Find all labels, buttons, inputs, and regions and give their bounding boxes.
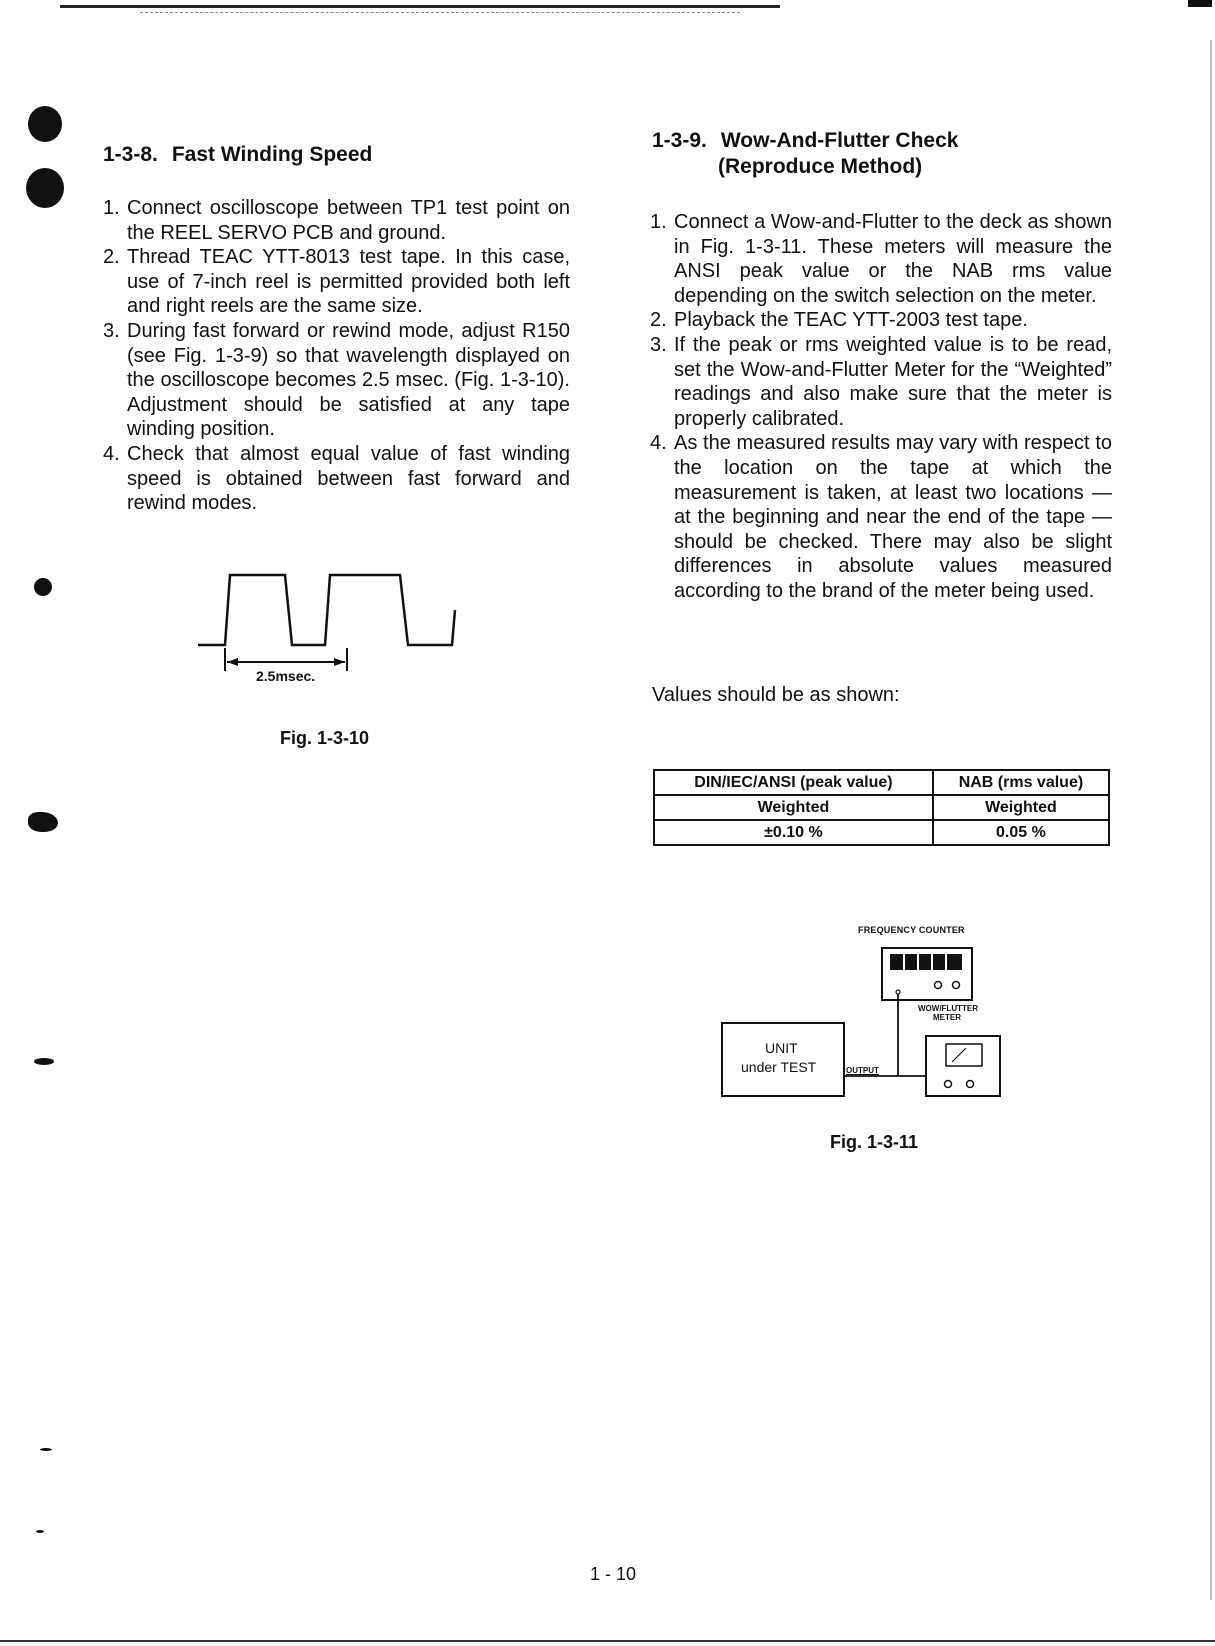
section-number: 1-3-9. <box>652 129 707 152</box>
table-header-cell: DIN/IEC/ANSI (peak value) <box>654 770 933 795</box>
top-rule-faint <box>140 12 740 14</box>
table-cell: Weighted <box>654 795 933 820</box>
list-item: 1. Connect a Wow-and-Flutter to the deck as shown in Fig. 1-3-11. These meters will measure the ANSI peak value or the NAB rms value depending on the switch selection on the meter. <box>650 211 1112 307</box>
section-heading-wow-flutter <box>652 128 958 154</box>
fast-winding-steps <box>103 196 570 516</box>
unit-label: UNIT <box>765 1040 798 1056</box>
section-title: Wow-And-Flutter Check <box>720 129 959 152</box>
values-intro: Values should be as shown: <box>652 684 900 706</box>
scan-artifact-speck <box>36 1530 44 1533</box>
table-cell: 0.05 % <box>933 820 1109 845</box>
unit-label: under TEST <box>741 1059 817 1075</box>
page-number: 1 - 10 <box>590 1564 637 1584</box>
wow-flutter-values-table <box>653 769 1110 846</box>
list-item: 2. Playback the TEAC YTT-2003 test tape. <box>650 309 1028 332</box>
output-label: OUTPUT <box>846 1066 879 1075</box>
list-item: 3. During fast forward or rewind mode, adjust R150 (see Fig. 1-3-9) so that wavelength displayed on the oscilloscope becomes 2.5 msec. (Fig. 1-3-10). Adjustment should be satisfied at any tape winding position. <box>103 319 570 441</box>
corner-mark <box>1188 0 1212 7</box>
scan-artifact-speck <box>34 578 52 596</box>
right-edge-rule <box>1210 40 1212 1600</box>
top-rule <box>60 5 780 8</box>
table-cell: ±0.10 % <box>654 820 933 845</box>
table-cell: Weighted <box>933 795 1109 820</box>
list-item: 2. Thread TEAC YTT-8013 test tape. In this case, use of 7-inch reel is permitted provided both left and right reels are the same size. <box>103 246 570 318</box>
scan-artifact-hole <box>28 106 62 142</box>
wow-flutter-meter-label: WOW/FLUTTER <box>918 1004 978 1013</box>
waveform-period-label: 2.5msec. <box>256 668 316 684</box>
figure-caption-1-3-11: Fig. 1-3-11 <box>830 1132 919 1152</box>
wow-flutter-meter-label: METER <box>933 1013 961 1022</box>
waveform-diagram <box>190 565 490 690</box>
table-row <box>654 795 1109 820</box>
wow-flutter-steps <box>650 210 1112 604</box>
table-header-cell: NAB (rms value) <box>933 770 1109 795</box>
scan-artifact-speck <box>28 812 58 832</box>
list-item: 1. Connect oscilloscope between TP1 test point on the REEL SERVO PCB and ground. <box>103 197 570 244</box>
list-item: 3. If the peak or rms weighted value is to be read, set the Wow-and-Flutter Meter for the “Weighted” readings and also make sure that the meter is properly calibrated. <box>650 333 1112 430</box>
list-item: 4. Check that almost equal value of fast winding speed is obtained between fast forward and rewind modes. <box>103 442 570 515</box>
list-item: 4. As the measured results may vary with respect to the location on the tape at which the measurement is taken, at least two locations — at the beginning and near the end of the tape — should be checked. There may also be slight differences in absolute values measured according to the brand of the meter being used. <box>650 432 1112 602</box>
scan-artifact-hole <box>26 168 64 208</box>
section-title: Fast Winding Speed <box>171 143 373 166</box>
table-header-row <box>654 770 1109 795</box>
scan-artifact-speck <box>40 1448 52 1451</box>
figure-caption-1-3-10: Fig. 1-3-10 <box>280 728 370 748</box>
bottom-rule <box>0 1640 1215 1642</box>
scan-artifact-speck <box>34 1058 54 1065</box>
section-heading-fast-winding <box>103 142 372 168</box>
connection-diagram <box>720 940 1020 1100</box>
section-number: 1-3-8. <box>103 143 158 166</box>
table-row <box>654 820 1109 845</box>
section-subtitle: (Reproduce Method) <box>718 155 923 178</box>
frequency-counter-label: FREQUENCY COUNTER <box>858 925 965 935</box>
